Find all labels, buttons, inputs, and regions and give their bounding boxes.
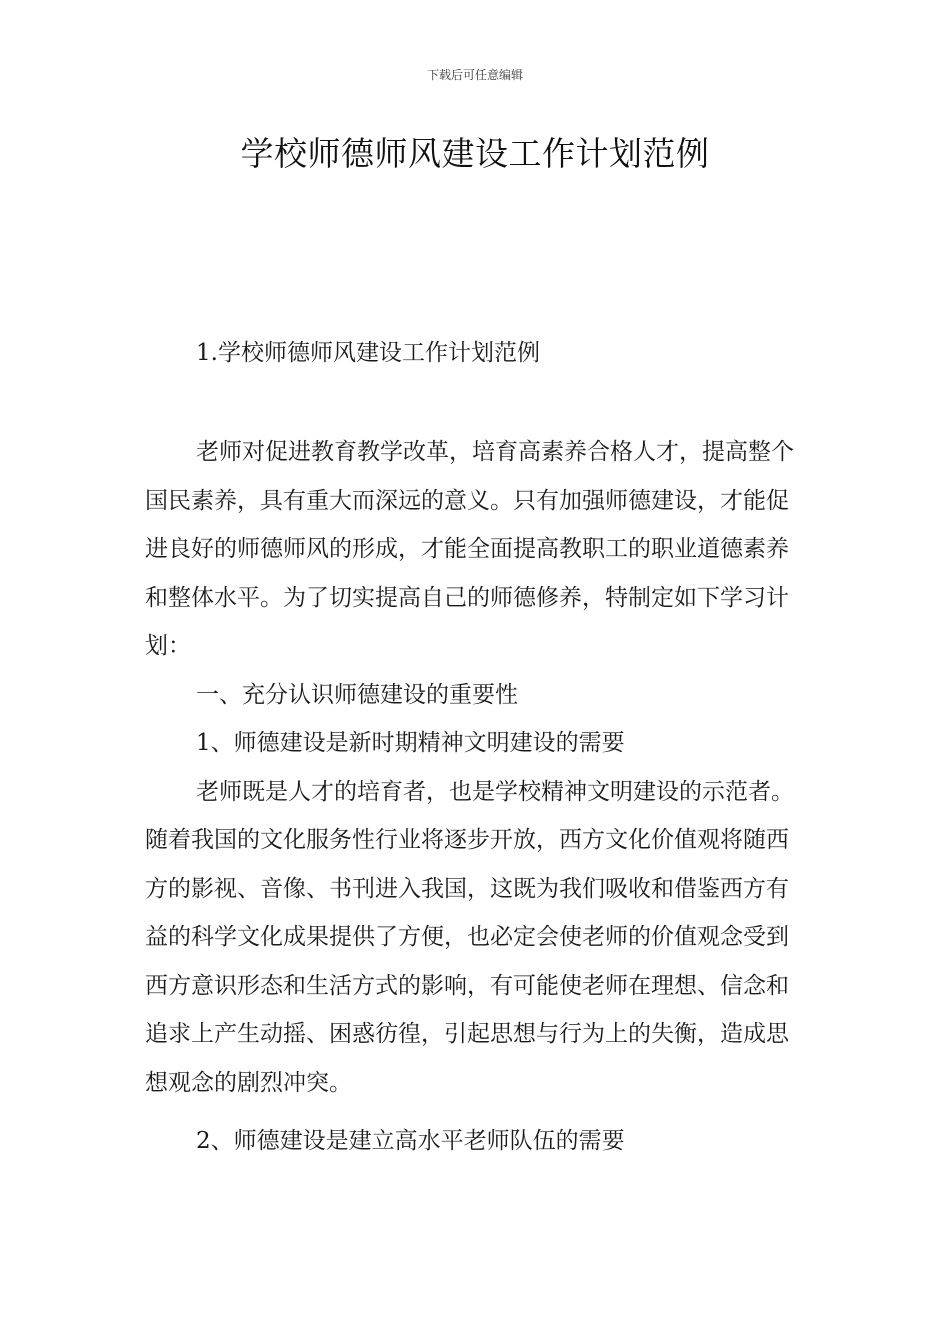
intro-paragraph: 老师对促进教育教学改革，培育高素养合格人才，提高整个国民素养，具有重大而深远的意义。只有加强师德建设，才能促进良好的师德师风的形成，才能全面提高教职工的职业道德素养和整体水平。为了切实提高自己的师德修养，特制定如下学习计划：	[145, 439, 794, 659]
section-subtitle: 1.学校师德师风建设工作计划范例	[196, 340, 540, 366]
page-header-note: 下载后可任意编辑	[426, 68, 523, 82]
section-heading-1: 一、充分认识师德建设的重要性	[196, 681, 518, 708]
subsection-heading-1: 1、师德建设是新时期精神文明建设的需要	[196, 730, 625, 756]
document-body	[145, 428, 808, 1166]
body-paragraph: 老师既是人才的培育者，也是学校精神文明建设的示范者。随着我国的文化服务性行业将逐步开放，西方文化价值观将随西方的影视、音像、书刊进入我国，这既为我们吸收和借鉴西方有益的科学文化成果提供了方便，也必定会使老师的价值观念受到西方意识形态和生活方式的影响，有可能使老师在理想、信念和追求上产生动摇、困惑彷徨，引起思想与行为上的失衡，造成思想观念的剧烈冲突。	[145, 778, 794, 1096]
document-title: 学校师德师风建设工作计划范例	[240, 134, 710, 173]
subsection-heading-2: 2、师德建设是建立高水平老师队伍的需要	[196, 1128, 625, 1154]
